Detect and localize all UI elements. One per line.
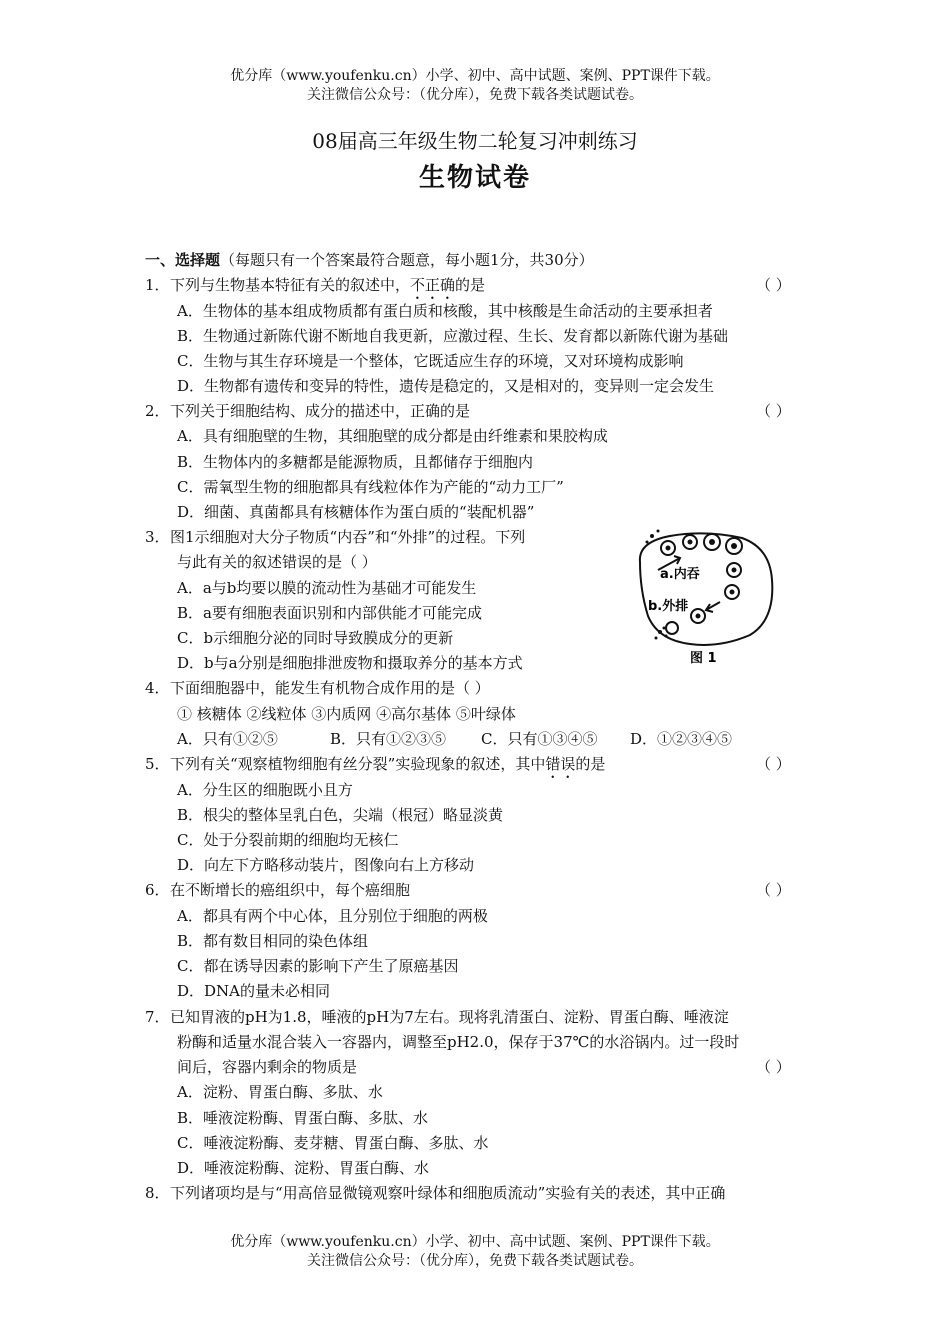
stem-text: 下列关于细胞结构、成分的描述中，正确的是	[170, 402, 471, 420]
exam-title: 生物试卷	[418, 163, 531, 193]
question-8-stem	[0, 1181, 950, 1206]
question-1-stem	[0, 273, 950, 298]
q4-option-b: B．只有①②③⑤	[330, 730, 447, 748]
q1-option-c: C．生物与其生存环境是一个整体，它既适应生存的环境，又对环境构成影响	[177, 352, 684, 370]
stem-text-end: 的是	[455, 276, 486, 294]
section-label: 一、选择题	[145, 251, 221, 269]
q2-option-b: B．生物体内的多糖都是能源物质，且都储存于细胞内	[177, 453, 534, 471]
q5-option-b: B．根尖的整体呈乳白色，尖端（根冠）略显淡黄	[177, 806, 504, 824]
question-3-stem	[0, 525, 950, 550]
footer-line-1: 优分库（www.youfenku.cn）小学、初中、高中试题、案例、PPT课件下载。	[230, 1234, 720, 1250]
question-7-stem	[0, 1005, 950, 1030]
q6-option-a: A．都具有两个中心体，且分别位于细胞的两极	[177, 907, 488, 925]
question-6-stem	[0, 878, 950, 903]
question-number: 5．	[145, 755, 170, 773]
stem-text: 下列诸项均是与“用高倍显微镜观察叶绿体和细胞质流动”实验有关的表述，其中正确	[170, 1184, 726, 1202]
answer-blank: （ ）	[756, 402, 791, 420]
question-number: 6．	[145, 881, 170, 899]
q1-option-b: B．生物通过新陈代谢不断地自我更新，应激过程、生长、发育都以新陈代谢为基础	[177, 327, 729, 345]
question-number: 7．	[145, 1008, 170, 1026]
question-number: 1．	[145, 276, 170, 294]
answer-blank: （ ）	[756, 881, 791, 899]
q1-option-a: A．生物体的基本组成物质都有蛋白质和核酸，其中核酸是生命活动的主要承担者	[177, 302, 713, 320]
answer-blank: （ ）	[756, 755, 791, 773]
question-number: 4．	[145, 679, 170, 697]
question-number: 3．	[145, 528, 170, 546]
stem-emphasis: 不正确	[410, 276, 456, 294]
figure-1-endocytosis-exocytosis	[630, 520, 780, 670]
q7-stem-line-2: 粉酶和适量水混合装入一容器内，调整至pH2.0，保存于37℃的水浴锅内。过一段时	[177, 1033, 740, 1051]
q2-option-c: C．需氧型生物的细胞都具有线粒体作为产能的“动力工厂”	[177, 478, 564, 496]
figure-caption: 图 1	[690, 651, 717, 666]
q3-option-b: B．a要有细胞表面识别和内部供能才可能完成	[177, 604, 482, 622]
q7-option-b: B．唾液淀粉酶、胃蛋白酶、多肽、水	[177, 1109, 429, 1127]
q1-option-d: D．生物都有遗传和变异的特性，遗传是稳定的，又是相对的，变异则一定会发生	[177, 377, 715, 395]
stem-text-end: 的是	[575, 755, 606, 773]
q7-option-a: A．淀粉、胃蛋白酶、多肽、水	[177, 1083, 383, 1101]
stem-text: 下列与生物基本特征有关的叙述中，	[170, 276, 411, 294]
q6-option-b: B．都有数目相同的染色体组	[177, 932, 369, 950]
q3-option-c: C．b示细胞分泌的同时导致膜成分的更新	[177, 629, 454, 647]
exam-subtitle: 08届高三年级生物二轮复习冲刺练习	[312, 129, 638, 153]
figure-label-b: b.外排	[648, 599, 689, 614]
cell-outline	[640, 533, 772, 645]
q5-option-d: D．向左下方略移动装片，图像向右上方移动	[177, 856, 475, 874]
stem-text: 已知胃液的pH为1.8，唾液的pH为7左右。现将乳清蛋白、淀粉、胃蛋白酶、唾液淀	[170, 1008, 729, 1026]
stem-emphasis: 错误	[545, 755, 576, 773]
footer-line-2: 关注微信公众号：（优分库），免费下载各类试题试卷。	[307, 1253, 643, 1269]
answer-blank: （ ）	[756, 1058, 791, 1076]
q3-stem-line-2: 与此有关的叙述错误的是（ ）	[177, 553, 377, 571]
q2-option-d: D．细菌、真菌都具有核糖体作为蛋白质的“装配机器”	[177, 503, 535, 521]
page-header	[0, 67, 950, 105]
stem-text: 下列有关“观察植物细胞有丝分裂”实验现象的叙述，其中	[170, 755, 546, 773]
q4-option-a: A．只有①②⑤	[177, 730, 278, 748]
q3-option-d: D．b与a分别是细胞排泄废物和摄取养分的基本方式	[177, 654, 523, 672]
q7-option-d: D．唾液淀粉酶、淀粉、胃蛋白酶、水	[177, 1159, 430, 1177]
section-note: （每题只有一个答案最符合题意，每小题1分，共30分）	[220, 251, 594, 269]
stem-text: 图1示细胞对大分子物质“内吞”和“外排”的过程。下列	[170, 528, 526, 546]
question-2-stem	[0, 399, 950, 424]
answer-blank: （ ）	[756, 276, 791, 294]
q3-option-a: A．a与b均要以膜的流动性为基础才可能发生	[177, 579, 477, 597]
q4-options	[0, 727, 950, 752]
q4-items: ① 核糖体 ②线粒体 ③内质网 ④高尔基体 ⑤叶绿体	[177, 705, 516, 723]
figure-label-a: a.内吞	[660, 567, 700, 582]
q6-option-c: C．都在诱导因素的影响下产生了原癌基因	[177, 957, 459, 975]
question-4-stem	[0, 676, 950, 701]
q4-option-d: D．①②③④⑤	[630, 730, 733, 748]
q7-stem-line-3	[0, 1055, 950, 1080]
section-heading	[0, 248, 950, 273]
q5-option-c: C．处于分裂前期的细胞均无核仁	[177, 831, 399, 849]
question-5-stem	[0, 752, 950, 777]
header-line-2: 关注微信公众号：（优分库），免费下载各类试题试卷。	[307, 87, 643, 103]
question-number: 2．	[145, 402, 170, 420]
stem-text: 在不断增长的癌组织中，每个癌细胞	[170, 881, 411, 899]
q4-option-c: C．只有①③④⑤	[481, 730, 598, 748]
q5-option-a: A．分生区的细胞既小且方	[177, 781, 353, 799]
q7-option-c: C．唾液淀粉酶、麦芽糖、胃蛋白酶、多肽、水	[177, 1134, 489, 1152]
q6-option-d: D．DNA的量未必相同	[177, 982, 331, 1000]
header-line-1: 优分库（www.youfenku.cn）小学、初中、高中试题、案例、PPT课件下载。	[230, 68, 720, 84]
question-number: 8．	[145, 1184, 170, 1202]
stem-text: 间后，容器内剩余的物质是	[177, 1058, 358, 1076]
page-footer	[0, 1233, 950, 1271]
q2-option-a: A．具有细胞壁的生物，其细胞壁的成分都是由纤维素和果胶构成	[177, 427, 608, 445]
stem-text: 下面细胞器中，能发生有机物合成作用的是（ ）	[170, 679, 490, 697]
